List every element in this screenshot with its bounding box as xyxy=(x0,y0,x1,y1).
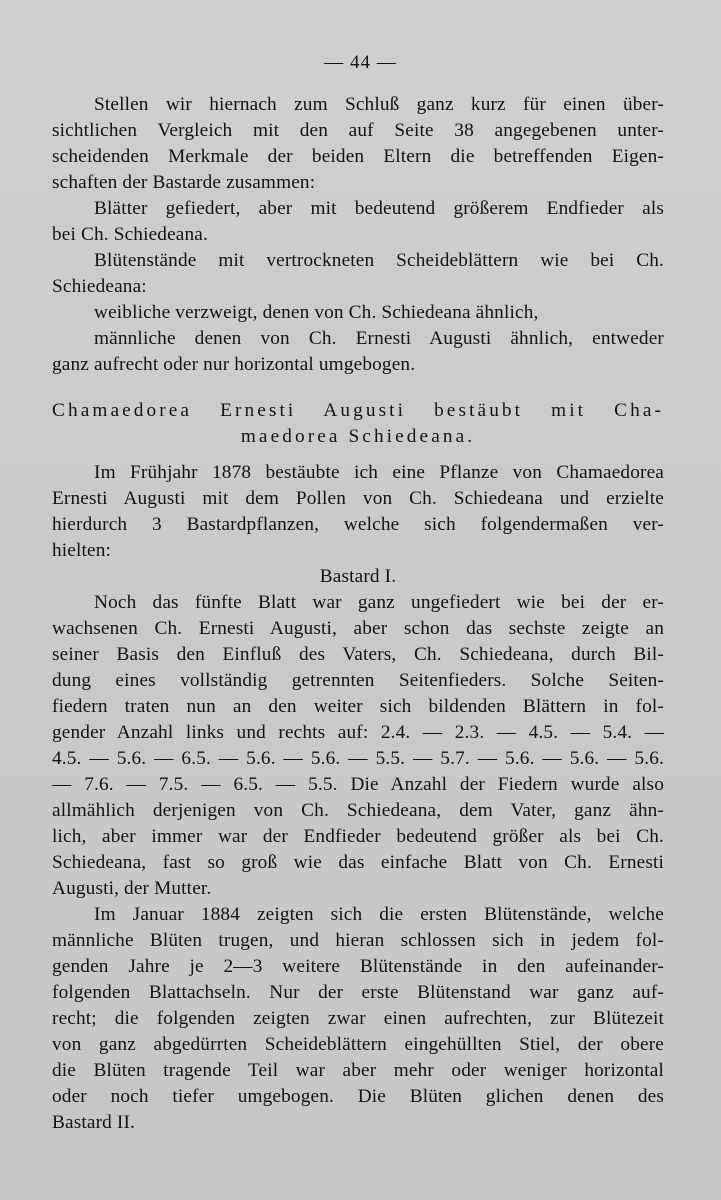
text-line: 4.5. — 5.6. — 6.5. — 5.6. — 5.6. — 5.5. — 5.7. — 5.6. — 5.6. — 5.6. xyxy=(52,748,664,769)
text-line: Im Januar 1884 zeigten sich die ersten Blütenstände, welche xyxy=(94,904,664,925)
inflorescence-paragraph xyxy=(52,248,664,300)
text-line: genden Jahre je 2—3 weitere Blütenstände in den aufeinander- xyxy=(52,956,664,977)
section-heading-line: Chamaedorea Ernesti Augusti bestäubt mit Cha- xyxy=(52,400,664,421)
text-line: — 7.6. — 7.5. — 6.5. — 5.5. Die Anzahl der Fiedern wurde also xyxy=(52,774,664,795)
text-line: scheidenden Merkmale der beiden Eltern die betreffenden Eigen- xyxy=(52,146,664,167)
text-line: männliche denen von Ch. Ernesti Augusti ähnlich, entweder xyxy=(94,328,664,349)
text-line: Im Frühjahr 1878 bestäubte ich eine Pflanze von Chamaedorea xyxy=(94,462,664,483)
text-line: wachsenen Ch. Ernesti Augusti, aber schon das sechste zeigte an xyxy=(52,618,664,639)
text-line: weibliche verzweigt, denen von Ch. Schiedeana ähnlich, xyxy=(94,302,539,323)
section-heading-line: maedorea Schiedeana. xyxy=(240,426,476,447)
page-number: — 44 — xyxy=(324,52,397,73)
text-line: recht; die folgenden zeigten zwar einen aufrechten, zur Blütezeit xyxy=(52,1008,664,1029)
subheading-bastard-i: Bastard I. xyxy=(319,566,397,587)
text-line: folgenden Blattachseln. Nur der erste Blütenstand war ganz auf- xyxy=(52,982,664,1003)
text-line: Blätter gefiedert, aber mit bedeutend größerem Endfieder als xyxy=(94,198,664,219)
text-line: Schiedeana: xyxy=(52,276,147,297)
bastard-leaves-paragraph xyxy=(52,590,664,902)
text-line: hielten: xyxy=(52,540,112,561)
page-body xyxy=(52,92,664,1136)
text-line: allmählich derjenigen von Ch. Schiedeana, dem Vater, ganz ähn- xyxy=(52,800,664,821)
intro-paragraph xyxy=(52,460,664,564)
text-line: Ernesti Augusti mit dem Pollen von Ch. Schiedeana und erzielte xyxy=(52,488,664,509)
summary-paragraph xyxy=(52,92,664,196)
text-line: seiner Basis den Einfluß des Vaters, Ch. Schiedeana, durch Bil- xyxy=(52,644,664,665)
text-line: Schiedeana, fast so groß wie das einfache Blatt von Ch. Ernesti xyxy=(52,852,664,873)
text-line: Bastard II. xyxy=(52,1112,136,1133)
text-line: Blütenstände mit vertrockneten Scheideblättern wie bei Ch. xyxy=(94,250,664,271)
female-paragraph xyxy=(52,300,664,326)
leaves-paragraph xyxy=(52,196,664,248)
text-line: die Blüten tragende Teil war aber mehr oder weniger horizontal xyxy=(52,1060,664,1081)
text-line: oder noch tiefer umgebogen. Die Blüten glichen denen des xyxy=(52,1086,664,1107)
text-line: ganz aufrecht oder nur horizontal umgebogen. xyxy=(52,354,416,375)
text-line: von ganz abgedürrten Scheideblättern eingehüllten Stiel, der obere xyxy=(52,1034,664,1055)
text-line: sichtlichen Vergleich mit den auf Seite 38 angegebenen unter- xyxy=(52,120,664,141)
text-line: Noch das fünfte Blatt war ganz ungefiedert wie bei der er- xyxy=(94,592,664,613)
text-line: dung eines vollständig getrennten Seitenfieders. Solche Seiten- xyxy=(52,670,664,691)
bastard-inflorescence-paragraph xyxy=(52,902,664,1136)
section-heading xyxy=(52,398,664,450)
male-paragraph xyxy=(52,326,664,378)
text-line: schaften der Bastarde zusammen: xyxy=(52,172,316,193)
text-line: hierdurch 3 Bastardpflanzen, welche sich folgendermaßen ver- xyxy=(52,514,664,535)
text-line: Stellen wir hiernach zum Schluß ganz kurz für einen über- xyxy=(94,94,664,115)
text-line: lich, aber immer war der Endfieder bedeutend größer als bei Ch. xyxy=(52,826,664,847)
text-line: Augusti, der Mutter. xyxy=(52,878,212,899)
text-line: fiedern traten nun an den weiter sich bildenden Blättern in fol- xyxy=(52,696,664,717)
text-line: männliche Blüten trugen, und hieran schlossen sich in jedem fol- xyxy=(52,930,664,951)
text-line: bei Ch. Schiedeana. xyxy=(52,224,208,245)
text-line: gender Anzahl links und rechts auf: 2.4. — 2.3. — 4.5. — 5.4. — xyxy=(52,722,664,743)
